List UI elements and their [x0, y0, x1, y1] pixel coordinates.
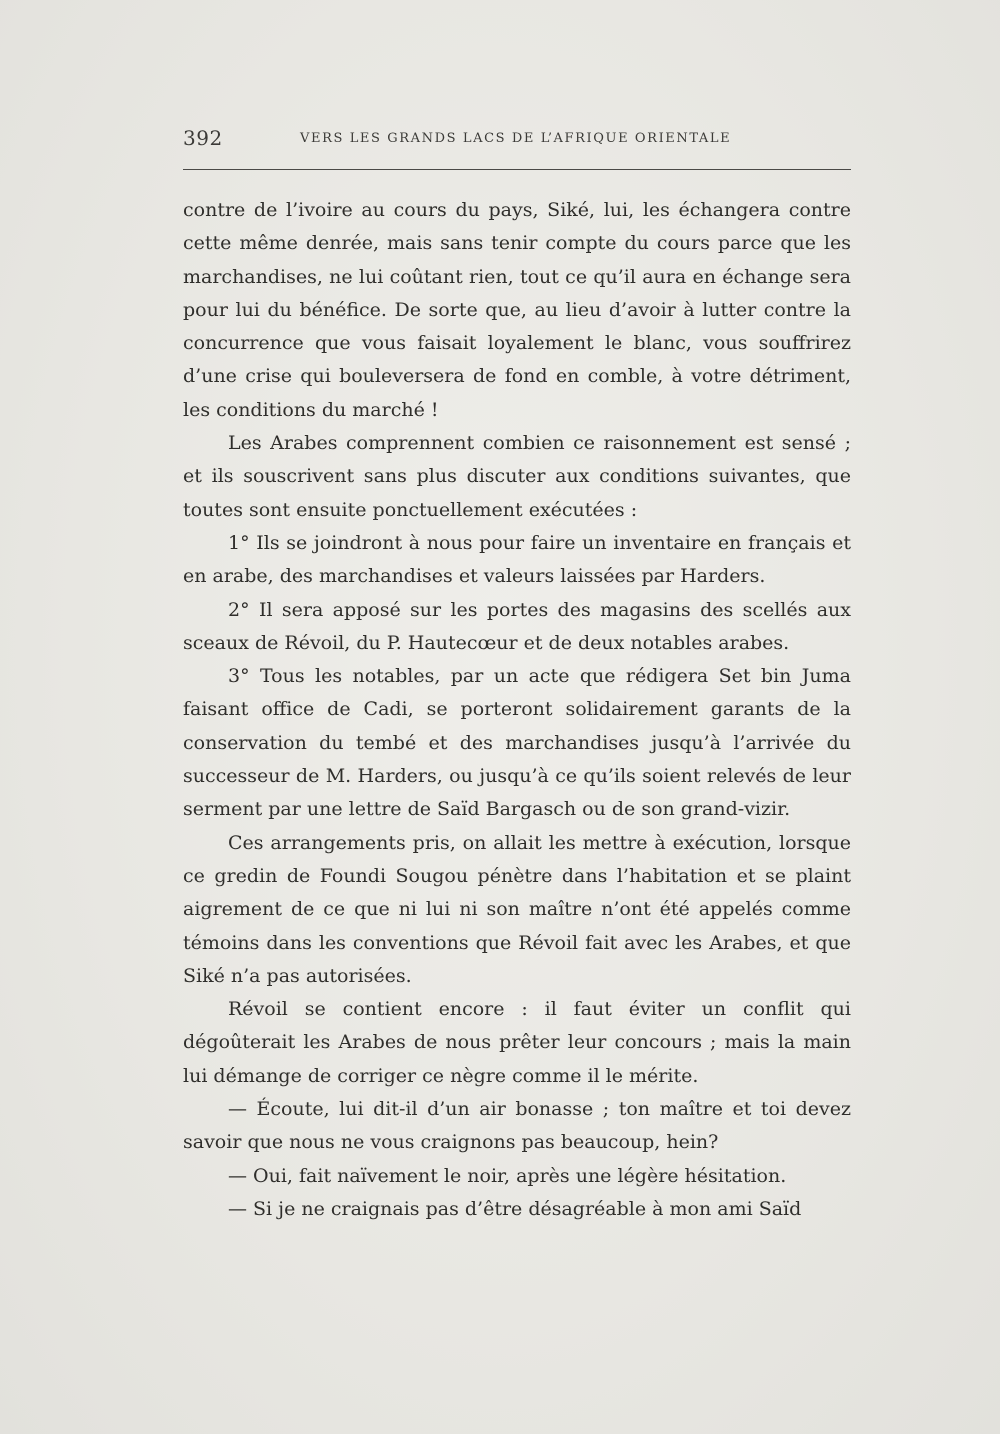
running-title: VERS LES GRANDS LACS DE L’AFRIQUE ORIENTALE	[300, 131, 732, 146]
running-head	[183, 126, 851, 154]
list-item-condition-3: 3° Tous les notables, par un acte que rédigera Set bin Juma faisant office de Cadi, se porteront solidairement garants de la conservation du tembé et des marchandises jusqu’à l’arrivée du successeur de M. Harders, ou jusqu’à ce qu’ils soient relevés de leur serment par une lettre de Saïd Bargasch ou de son grand-vizir.	[183, 665, 851, 821]
body-text	[183, 194, 851, 1226]
page-number: 392	[183, 126, 223, 150]
header-rule	[183, 169, 851, 170]
paragraph: Les Arabes comprennent combien ce raisonnement est sensé ; et ils souscrivent sans plus discuter aux conditions suivantes, que toutes sont ensuite ponctuellement exécutées :	[183, 432, 851, 521]
paragraph: Ces arrangements pris, on allait les mettre à exécution, lorsque ce gredin de Foundi Sougou pénètre dans l’habitation et se plaint aigrement de ce que ni lui ni son maître n’ont été appelés comme témoins dans les conventions que Révoil fait avec les Arabes, et que Siké n’a pas autorisées.	[183, 831, 851, 987]
list-item-condition-1: 1° Ils se joindront à nous pour faire un inventaire en français et en arabe, des marchandises et valeurs laissées par Harders.	[183, 531, 851, 588]
paragraph: Révoil se contient encore : il faut éviter un conflit qui dégoûterait les Arabes de nous prêter leur concours ; mais la main lui démange de corriger ce nègre comme il le mérite.	[183, 998, 851, 1087]
dialogue-line: — Oui, fait naïvement le noir, après une légère hésitation.	[228, 1164, 787, 1187]
paragraph-continuation: contre de l’ivoire au cours du pays, Siké, lui, les échangera contre cette même denrée, mais sans tenir compte du cours parce que les marchandises, ne lui coûtant rien, tout ce qu’il aura en échange sera pour lui du bénéfice. De sorte que, au lieu d’avoir à lutter contre la concurrence que vous faisait loyalement le blanc, vous souffrirez d’une crise qui bouleversera de fond en comble, à votre détriment, les conditions du marché !	[183, 199, 851, 421]
dialogue-line: — Écoute, lui dit-il d’un air bonasse ; ton maître et toi devez savoir que nous ne vous craignons pas beaucoup, hein?	[183, 1098, 851, 1154]
list-item-condition-2: 2° Il sera apposé sur les portes des magasins des scellés aux sceaux de Révoil, du P. Hautecœur et de deux notables arabes.	[183, 598, 851, 654]
dialogue-line: — Si je ne craignais pas d’être désagréable à mon ami Saïd	[228, 1197, 802, 1220]
